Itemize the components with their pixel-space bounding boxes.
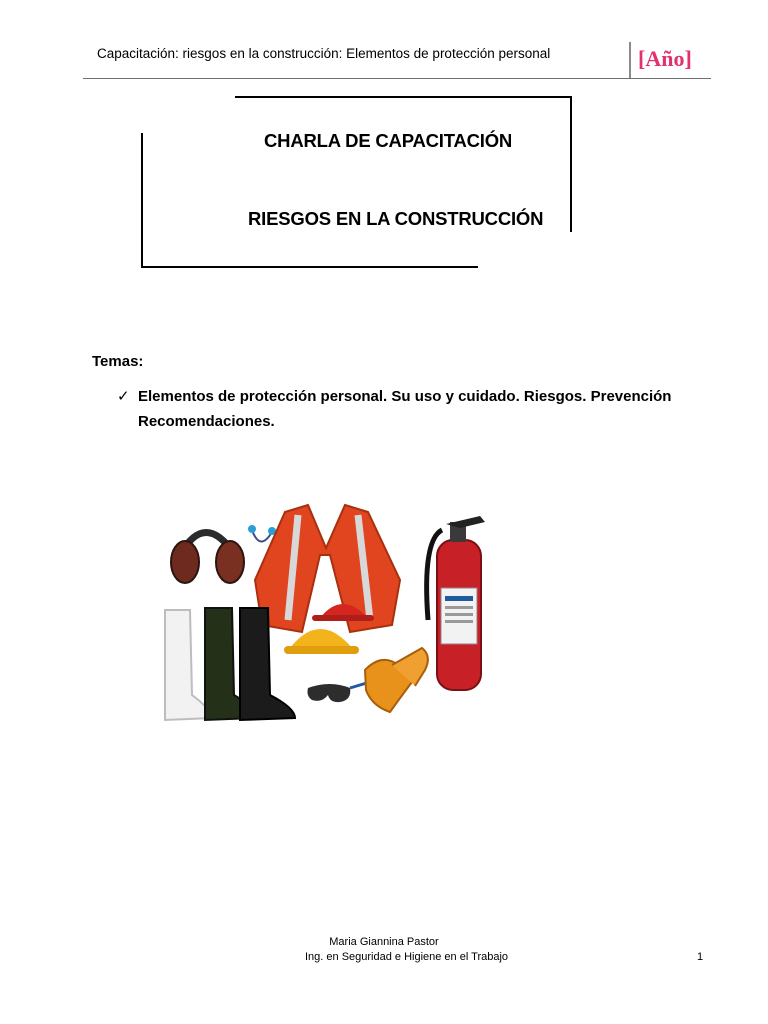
title-frame-left bbox=[141, 133, 143, 268]
header-title: Capacitación: riesgos en la construcción: Elementos de protección personal bbox=[97, 46, 551, 61]
earmuffs-icon bbox=[171, 533, 244, 584]
checkmark-icon: ✓ bbox=[117, 388, 130, 405]
safety-glasses-icon bbox=[308, 682, 371, 702]
document-subtitle: RIESGOS EN LA CONSTRUCCIÓN bbox=[248, 208, 544, 229]
footer-author: Maria Giannina Pastor bbox=[329, 936, 439, 948]
footer-author-title: Ing. en Seguridad e Higiene en el Trabajo bbox=[305, 951, 509, 963]
document-title: CHARLA DE CAPACITACIÓN bbox=[264, 130, 513, 151]
title-frame-bottom bbox=[141, 266, 478, 268]
topic-item-line1: Elementos de protección personal. Su uso y cuidado. Riesgos. Prevención bbox=[138, 388, 672, 405]
work-gloves-icon bbox=[365, 648, 428, 712]
header-divider bbox=[629, 42, 631, 78]
page-number: 1 bbox=[697, 951, 704, 963]
title-frame-top bbox=[235, 96, 572, 98]
earplugs-icon bbox=[248, 525, 276, 542]
header-year-placeholder[interactable]: [Año] bbox=[638, 46, 692, 71]
header-rule bbox=[83, 78, 711, 79]
ppe-illustration bbox=[160, 500, 500, 730]
topic-item-line2: Recomendaciones. bbox=[138, 413, 275, 430]
topics-label: Temas: bbox=[92, 353, 144, 370]
title-frame-right bbox=[570, 96, 572, 232]
fire-extinguisher-icon bbox=[427, 516, 485, 690]
